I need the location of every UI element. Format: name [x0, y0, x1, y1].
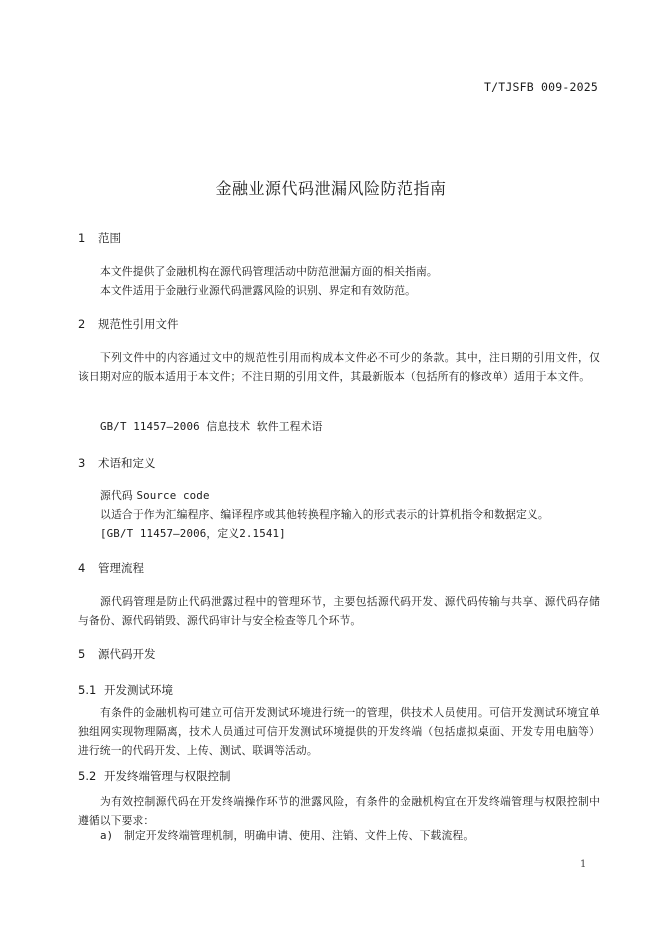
section-1-title: 范围: [98, 231, 121, 245]
standard-number: T/TJSFB 009-2025: [484, 80, 598, 94]
section-3-title: 术语和定义: [98, 456, 156, 470]
section-5-1-para-1: 有条件的金融机构可建立可信开发测试环境进行统一的管理，供技术人员使用。可信开发测试环境宜单独组网实现物理隔离，技术人员通过可信开发测试环境提供的开发终端（包括虚拟桌面、开发专用电脑等）进行统一的代码开发、上传、测试、联调等活动。: [78, 706, 600, 757]
section-4-heading: [78, 560, 144, 576]
section-2-para-1: 下列文件中的内容通过文中的规范性引用而构成本文件必不可少的条款。其中，注日期的引用文件，仅该日期对应的版本适用于本文件；不注日期的引用文件，其最新版本（包括所有的修改单）适用于本文件。: [78, 351, 600, 383]
list-item-a: [100, 828, 474, 843]
section-4-para-1: 源代码管理是防止代码泄露过程中的管理环节，主要包括源代码开发、源代码传输与共享、源代码存储与备份、源代码销毁、源代码审计与安全检查等几个环节。: [78, 595, 600, 627]
section-2-title: 规范性引用文件: [98, 317, 179, 331]
term-definition: 以适合于作为汇编程序、编译程序或其他转换程序输入的形式表示的计算机指令和数据定义。: [100, 508, 549, 521]
document-title: 金融业源代码泄漏风险防范指南: [215, 179, 447, 198]
section-1-heading: [78, 230, 121, 246]
section-3-number: 3: [78, 456, 86, 470]
section-5-1-number: 5.1: [78, 683, 97, 697]
section-5-2-heading: [78, 768, 231, 784]
section-1-para-1: 本文件提供了金融机构在源代码管理活动中防范泄漏方面的相关指南。: [100, 265, 438, 278]
section-2-heading: [78, 316, 179, 332]
section-5-1-heading: [78, 682, 173, 698]
section-5-2-number: 5.2: [78, 769, 97, 783]
section-1-number: 1: [78, 231, 86, 245]
list-item-a-marker: a): [100, 829, 114, 842]
term-source: [GB/T 11457—2006，定义2.1541]: [100, 527, 286, 540]
section-2-number: 2: [78, 317, 86, 331]
section-5-title: 源代码开发: [98, 647, 156, 661]
section-5-number: 5: [78, 647, 86, 661]
list-item-a-text: 制定开发终端管理机制，明确申请、使用、注销、文件上传、下载流程。: [124, 829, 475, 842]
section-5-2-para-1: 为有效控制源代码在开发终端操作环节的泄露风险，有条件的金融机构宜在开发终端管理与权限控制中遵循以下要求：: [78, 795, 600, 827]
section-4-title: 管理流程: [98, 561, 144, 575]
section-4-number: 4: [78, 561, 86, 575]
section-5-2-title: 开发终端管理与权限控制: [104, 769, 231, 783]
section-1-para-2: 本文件适用于金融行业源代码泄露风险的识别、界定和有效防范。: [100, 284, 417, 297]
section-5-heading: [78, 646, 156, 662]
term-english: Source code: [136, 489, 210, 502]
term-heading: [100, 488, 210, 503]
normative-reference: GB/T 11457—2006 信息技术 软件工程术语: [100, 420, 323, 433]
page-number: 1: [580, 859, 587, 870]
term-chinese: 源代码: [100, 489, 133, 502]
section-3-heading: [78, 455, 156, 471]
section-5-1-title: 开发测试环境: [104, 683, 173, 697]
